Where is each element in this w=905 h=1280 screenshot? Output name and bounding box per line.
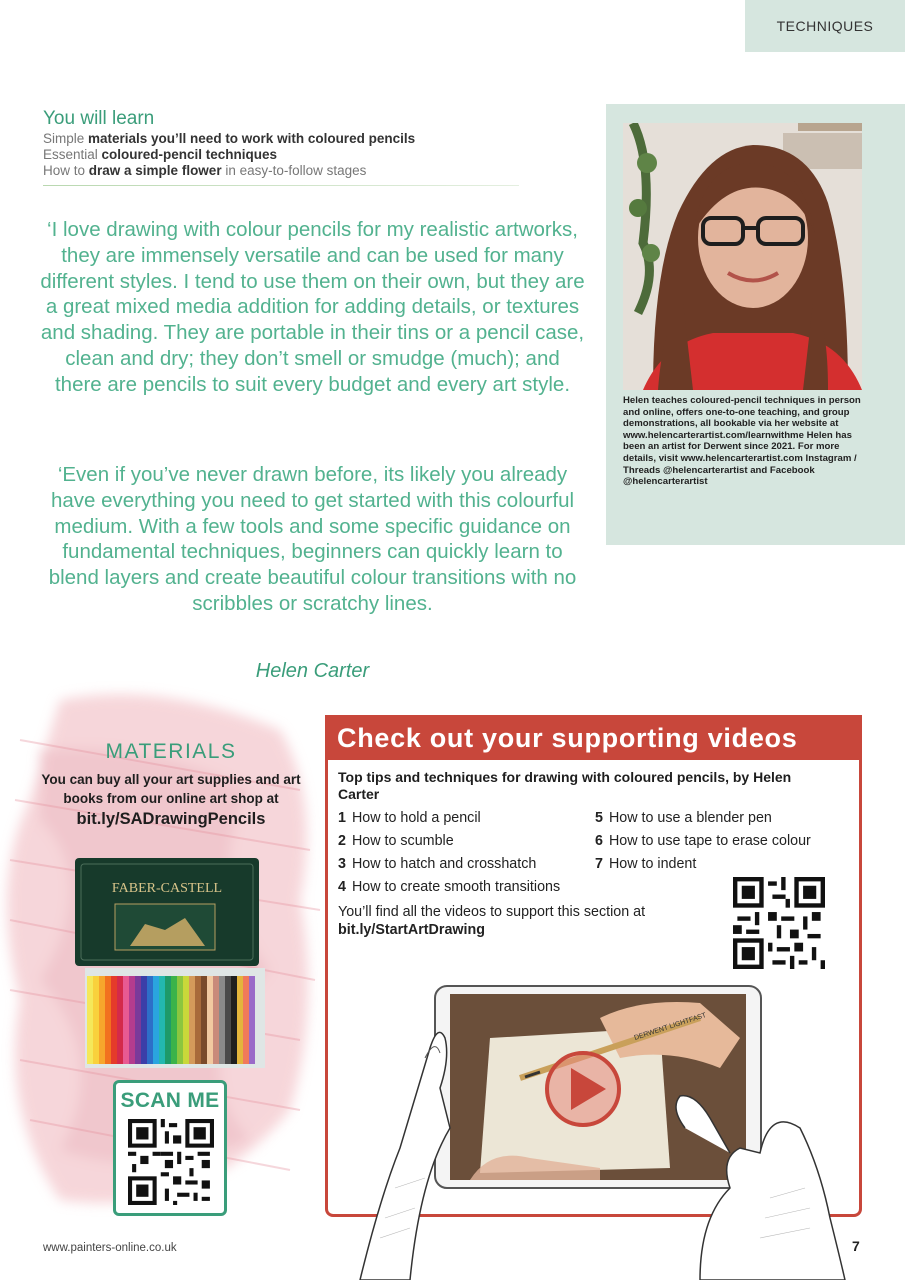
learn-item xyxy=(43,163,523,179)
materials-box xyxy=(40,740,302,829)
materials-text: You can buy all your art supplies and art books from our online art shop at xyxy=(41,772,301,806)
section-tag-label: TECHNIQUES xyxy=(776,18,874,34)
learn-box xyxy=(43,108,523,186)
video-item-label: How to scumble xyxy=(351,833,454,849)
materials-link[interactable]: bit.ly/SADrawingPencils xyxy=(76,810,266,828)
video-item-number: 7 xyxy=(595,856,603,872)
quote-paragraph-1: ‘I love drawing with colour pencils for my realistic artworks, they are immensely versatile and can be used for many different styles. I tend to use them on their own, but they are a great mixed media addition for adding details, or textures and shading. They are portable in their tins or a pencil case, clean and dry; they don’t smell or smudge (much); and there are pencils to suit every budget and every art style. xyxy=(40,218,585,396)
videos-note xyxy=(338,903,698,939)
materials-heading: MATERIALS xyxy=(105,740,237,763)
tin-brand-label: FABER-CASTELL xyxy=(111,881,223,896)
video-item-number: 2 xyxy=(338,833,346,849)
bio-panel xyxy=(606,104,905,545)
pencil-brand-label: DERWENT LIGHTFAST xyxy=(633,1012,708,1042)
author-photo xyxy=(623,123,862,390)
learn-heading: You will learn xyxy=(43,108,155,129)
video-list-item[interactable] xyxy=(338,833,454,849)
learn-item-bold: draw a simple flower xyxy=(88,163,222,178)
video-item-number: 3 xyxy=(338,856,346,872)
videos-subtitle: Top tips and techniques for drawing with coloured pencils, by Helen Carter xyxy=(338,769,792,802)
video-list-item[interactable] xyxy=(338,810,481,826)
video-item-label: How to indent xyxy=(608,856,697,872)
play-icon[interactable] xyxy=(547,1053,619,1125)
quote-author: Helen Carter xyxy=(255,660,370,682)
learn-item xyxy=(43,147,523,163)
video-item-label: How to use tape to erase colour xyxy=(608,833,811,849)
video-item-label: How to create smooth transitions xyxy=(351,879,561,895)
learn-item-post: in easy-to-follow stages xyxy=(221,163,367,178)
section-tag xyxy=(745,0,905,52)
video-list-item[interactable] xyxy=(595,856,696,872)
materials-qr-code[interactable] xyxy=(128,1119,214,1205)
pencil-tin-image xyxy=(75,858,265,1070)
learn-item-pre: How to xyxy=(43,163,89,178)
learn-item xyxy=(43,131,523,147)
videos-heading: Check out your supporting videos xyxy=(325,715,862,760)
videos-note-text: You’ll find all the videos to support this section at xyxy=(338,904,646,920)
videos-link[interactable]: bit.ly/StartArtDrawing xyxy=(338,922,485,938)
video-item-number: 6 xyxy=(595,833,603,849)
learn-item-bold: materials you’ll need to work with coloured pencils xyxy=(88,131,416,146)
video-item-number: 5 xyxy=(595,810,603,826)
video-list-item[interactable] xyxy=(595,833,811,849)
learn-item-bold: coloured-pencil techniques xyxy=(101,147,278,162)
author-portrait-image xyxy=(623,123,862,390)
video-list-item[interactable] xyxy=(595,810,772,826)
video-item-number: 1 xyxy=(338,810,346,826)
learn-item-pre: Essential xyxy=(43,147,102,162)
video-list-item[interactable] xyxy=(338,856,536,872)
quote-paragraph-2: ‘Even if you’ve never drawn before, its likely you already have everything you need to get started with this colourful medium. With a few tools and some specific guidance on fundamental techniques, beginners can quickly learn to blend layers and create beautiful colour transitions with no scribbles or scratchy lines. xyxy=(48,463,577,615)
video-item-number: 4 xyxy=(338,879,346,895)
video-item-label: How to use a blender pen xyxy=(608,810,772,826)
video-list-item[interactable] xyxy=(338,879,560,895)
page-number: 7 xyxy=(852,1238,860,1254)
scan-me-box[interactable] xyxy=(113,1080,227,1216)
tablet-video-illustration xyxy=(340,978,860,1280)
video-item-label: How to hold a pencil xyxy=(351,810,481,826)
bio-text: Helen teaches coloured-pencil techniques in person and online, offers one-to-one teaching, and group demonstrations, all bookable via her website at www.helencarterartist.com/learnwithme Helen has been an artist for Derwent since 2021. For more details, visit www.helencarterartist.com Instagram / Threads @helencarterartist and Facebook @helencarterartist xyxy=(623,395,861,488)
videos-qr-code[interactable] xyxy=(733,877,825,969)
footer-url[interactable]: www.painters-online.co.uk xyxy=(43,1242,177,1254)
learn-divider xyxy=(43,185,519,186)
scan-me-label: SCAN ME xyxy=(120,1089,220,1112)
video-item-label: How to hatch and crosshatch xyxy=(351,856,537,872)
learn-item-pre: Simple xyxy=(43,131,89,146)
colored-pencils xyxy=(87,976,255,1064)
